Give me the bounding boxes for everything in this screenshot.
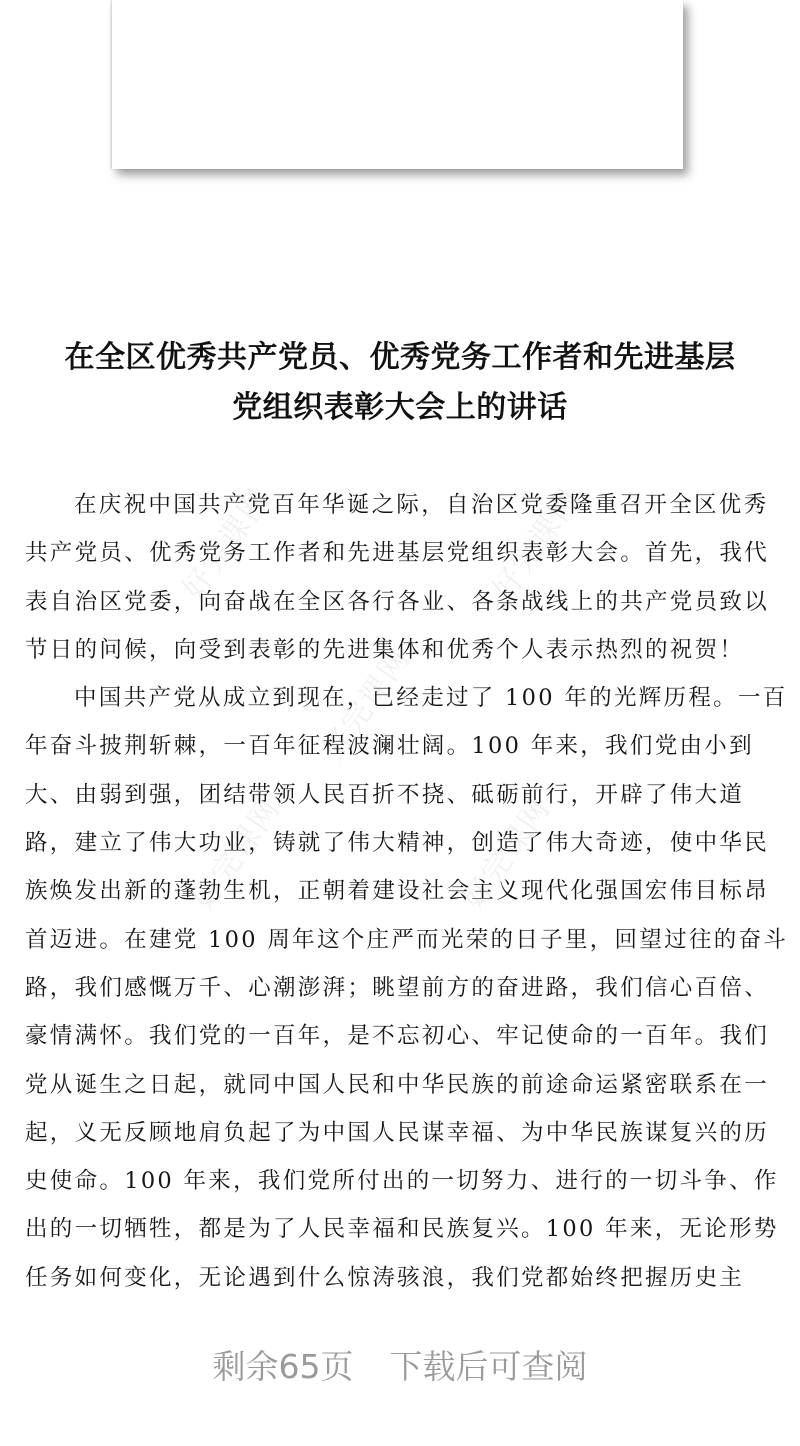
document-body	[25, 481, 789, 1302]
title-line-2: 党组织表彰大会上的讲话	[232, 390, 568, 425]
body-line: 起，义无反顾地肩负起了为中国人民谋幸福、为中华民族谋复兴的历	[25, 1119, 770, 1146]
remaining-pages-notice[interactable]	[0, 1345, 800, 1389]
body-line: 大、由弱到强，团结带领人民百折不挠、砥砺前行，开辟了伟大道	[25, 781, 745, 808]
body-line: 在庆祝中国共产党百年华诞之际，自治区党委隆重召开全区优秀	[74, 492, 769, 518]
body-line: 路，我们感慨万千、心潮澎湃；眺望前方的奋进路，我们信心百倍、	[25, 974, 770, 1001]
body-line: 中国共产党从成立到现在，已经走过了 100 年的光辉历程。一百	[74, 685, 788, 712]
body-line: 豪情满怀。我们党的一百年，是不忘初心、牢记使命的一百年。我们	[25, 1023, 770, 1050]
body-line: 首迈进。在建党 100 周年这个庄严而光荣的日子里，回望过往的奋斗	[25, 926, 789, 953]
body-line: 出的一切牺牲，都是为了人民幸福和民族复兴。100 年来，无论形势	[25, 1216, 779, 1243]
body-line: 路，建立了伟大功业，铸就了伟大精神，创造了伟大奇迹，使中华民	[25, 830, 770, 857]
body-line: 节日的问候，向受到表彰的先进集体和优秀个人表示热烈的祝贺！	[25, 636, 745, 663]
title-line-1: 在全区优秀共产党员、优秀党务工作者和先进基层	[64, 340, 736, 375]
body-line: 党从诞生之日起，就同中国人民和中华民族的前途命运紧密联系在一	[25, 1071, 770, 1098]
watermark: 好完课网	[175, 481, 278, 607]
watermark: 好完课网	[185, 791, 288, 917]
remaining-pages-label[interactable]: 剩余65页	[212, 1347, 354, 1386]
download-hint-label[interactable]: 下载后可查阅	[389, 1347, 588, 1386]
body-line: 任务如何变化，无论遇到什么惊涛骇浪，我们党都始终把握历史主	[25, 1264, 745, 1291]
watermark: 好完课网	[455, 791, 558, 917]
watermark: 好完课网	[485, 481, 588, 607]
body-line: 表自治区党委，向奋战在全区各行各业、各条战线上的共产党员致以	[25, 588, 770, 615]
body-line: 年奋斗披荆斩棘，一百年征程波澜壮阔。100 年来，我们党由小到	[25, 733, 754, 760]
body-line: 共产党员、优秀党务工作者和先进基层党组织表彰大会。首先，我代	[25, 540, 770, 567]
previous-page-card	[112, 0, 683, 169]
body-line: 史使命。100 年来，我们党所付出的一切努力、进行的一切斗争、作	[25, 1168, 779, 1195]
body-line: 族焕发出新的蓬勃生机，正朝着建设社会主义现代化强国宏伟目标昂	[25, 878, 770, 905]
document-title	[0, 333, 800, 433]
watermark: 好完课网	[315, 641, 418, 767]
